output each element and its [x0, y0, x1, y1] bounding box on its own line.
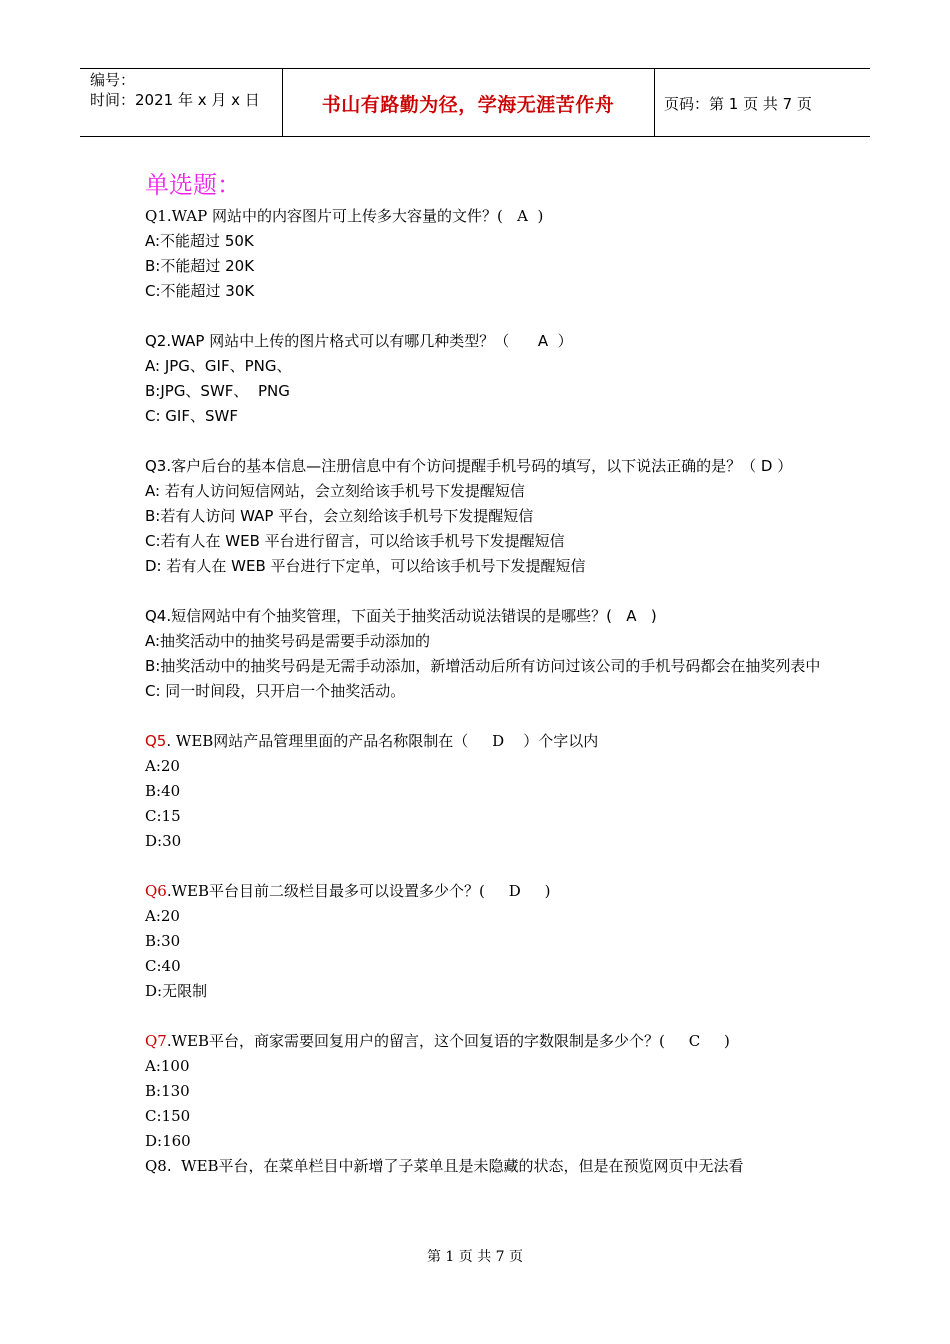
page-footer: 第 1 页 共 7 页	[426, 1249, 524, 1265]
q5-number: Q5	[145, 732, 167, 750]
question-5	[145, 729, 825, 754]
q4-option-b: B:抽奖活动中的抽奖号码是无需手动添加，新增活动后所有访问过该公司的手机号码都会在抽奖列表中	[145, 657, 821, 675]
section-title: 单选题：	[145, 171, 241, 199]
q3-option-b: B:若有人访问 WAP 平台，会立刻给该手机号下发提醒短信	[145, 507, 534, 525]
q6-option-b: B:30	[145, 932, 181, 950]
question-3: Q3.客户后台的基本信息—注册信息中有个访问提醒手机号码的填写，以下说法正确的是？（ D ）	[145, 457, 793, 475]
q1-option-c: C:不能超过 30K	[145, 282, 255, 300]
q5-option-b: B:40	[145, 782, 181, 800]
document-body	[145, 168, 825, 1179]
q6-option-a: A:20	[145, 907, 180, 925]
q6-text: .WEB平台目前二级栏目最多可以设置多少个？( D )	[166, 882, 551, 900]
q7-number: Q7	[145, 1032, 167, 1050]
q2-option-c: C: GIF、SWF	[145, 407, 238, 425]
q5-option-c: C:15	[145, 807, 181, 825]
header-page-info: 页码：第 1 页 共 7 页	[664, 95, 812, 113]
question-1: Q1.WAP 网站中的内容图片可上传多大容量的文件？( A )	[145, 207, 544, 225]
question-2: Q2.WAP 网站中上传的图片格式可以有哪几种类型？（ A ）	[145, 332, 573, 350]
q1-option-b: B:不能超过 20K	[145, 257, 255, 275]
q5-text: . WEB网站产品管理里面的产品名称限制在（ D ）个字以内	[166, 732, 599, 750]
q5-option-d: D:30	[145, 832, 182, 850]
q7-option-c: C:150	[145, 1107, 191, 1125]
question-4: Q4.短信网站中有个抽奖管理，下面关于抽奖活动说法错误的是哪些？( A )	[145, 607, 657, 625]
doc-code: 编号：	[90, 71, 136, 89]
q6-number: Q6	[145, 882, 167, 900]
q4-option-a: A:抽奖活动中的抽奖号码是需要手动添加的	[145, 632, 431, 650]
q7-option-a: A:100	[145, 1057, 190, 1075]
question-7	[145, 1029, 825, 1054]
q3-option-c: C:若有人在 WEB 平台进行留言，可以给该手机号下发提醒短信	[145, 532, 565, 550]
doc-time: 时间：2021 年 x 月 x 日	[90, 91, 260, 109]
q7-option-b: B:130	[145, 1082, 190, 1100]
header-bottom-border	[80, 136, 870, 137]
q5-option-a: A:20	[145, 757, 180, 775]
q6-option-d: D:无限制	[145, 982, 208, 1000]
question-6	[145, 879, 825, 904]
q2-option-a: A: JPG、GIF、PNG、	[145, 357, 292, 375]
header-left-cell	[90, 70, 260, 110]
question-8: Q8. WEB平台，在菜单栏目中新增了子菜单且是未隐藏的状态，但是在预览网页中无法看	[145, 1157, 744, 1175]
q2-option-b: B:JPG、SWF、 PNG	[145, 382, 290, 400]
q7-text: .WEB平台，商家需要回复用户的留言，这个回复语的字数限制是多少个？( C )	[166, 1032, 730, 1050]
header-divider-right	[654, 68, 655, 136]
q6-option-c: C:40	[145, 957, 181, 975]
q1-option-a: A:不能超过 50K	[145, 232, 254, 250]
q3-option-a: A: 若有人访问短信网站，会立刻给该手机号下发提醒短信	[145, 482, 525, 500]
q4-option-c: C: 同一时间段，只开启一个抽奖活动。	[145, 682, 406, 700]
q7-option-d: D:160	[145, 1132, 191, 1150]
q3-option-d: D: 若有人在 WEB 平台进行下定单，可以给该手机号下发提醒短信	[145, 557, 586, 575]
header-top-border	[80, 68, 870, 69]
header-motto: 书山有路勤为径，学海无涯苦作舟	[321, 94, 615, 116]
